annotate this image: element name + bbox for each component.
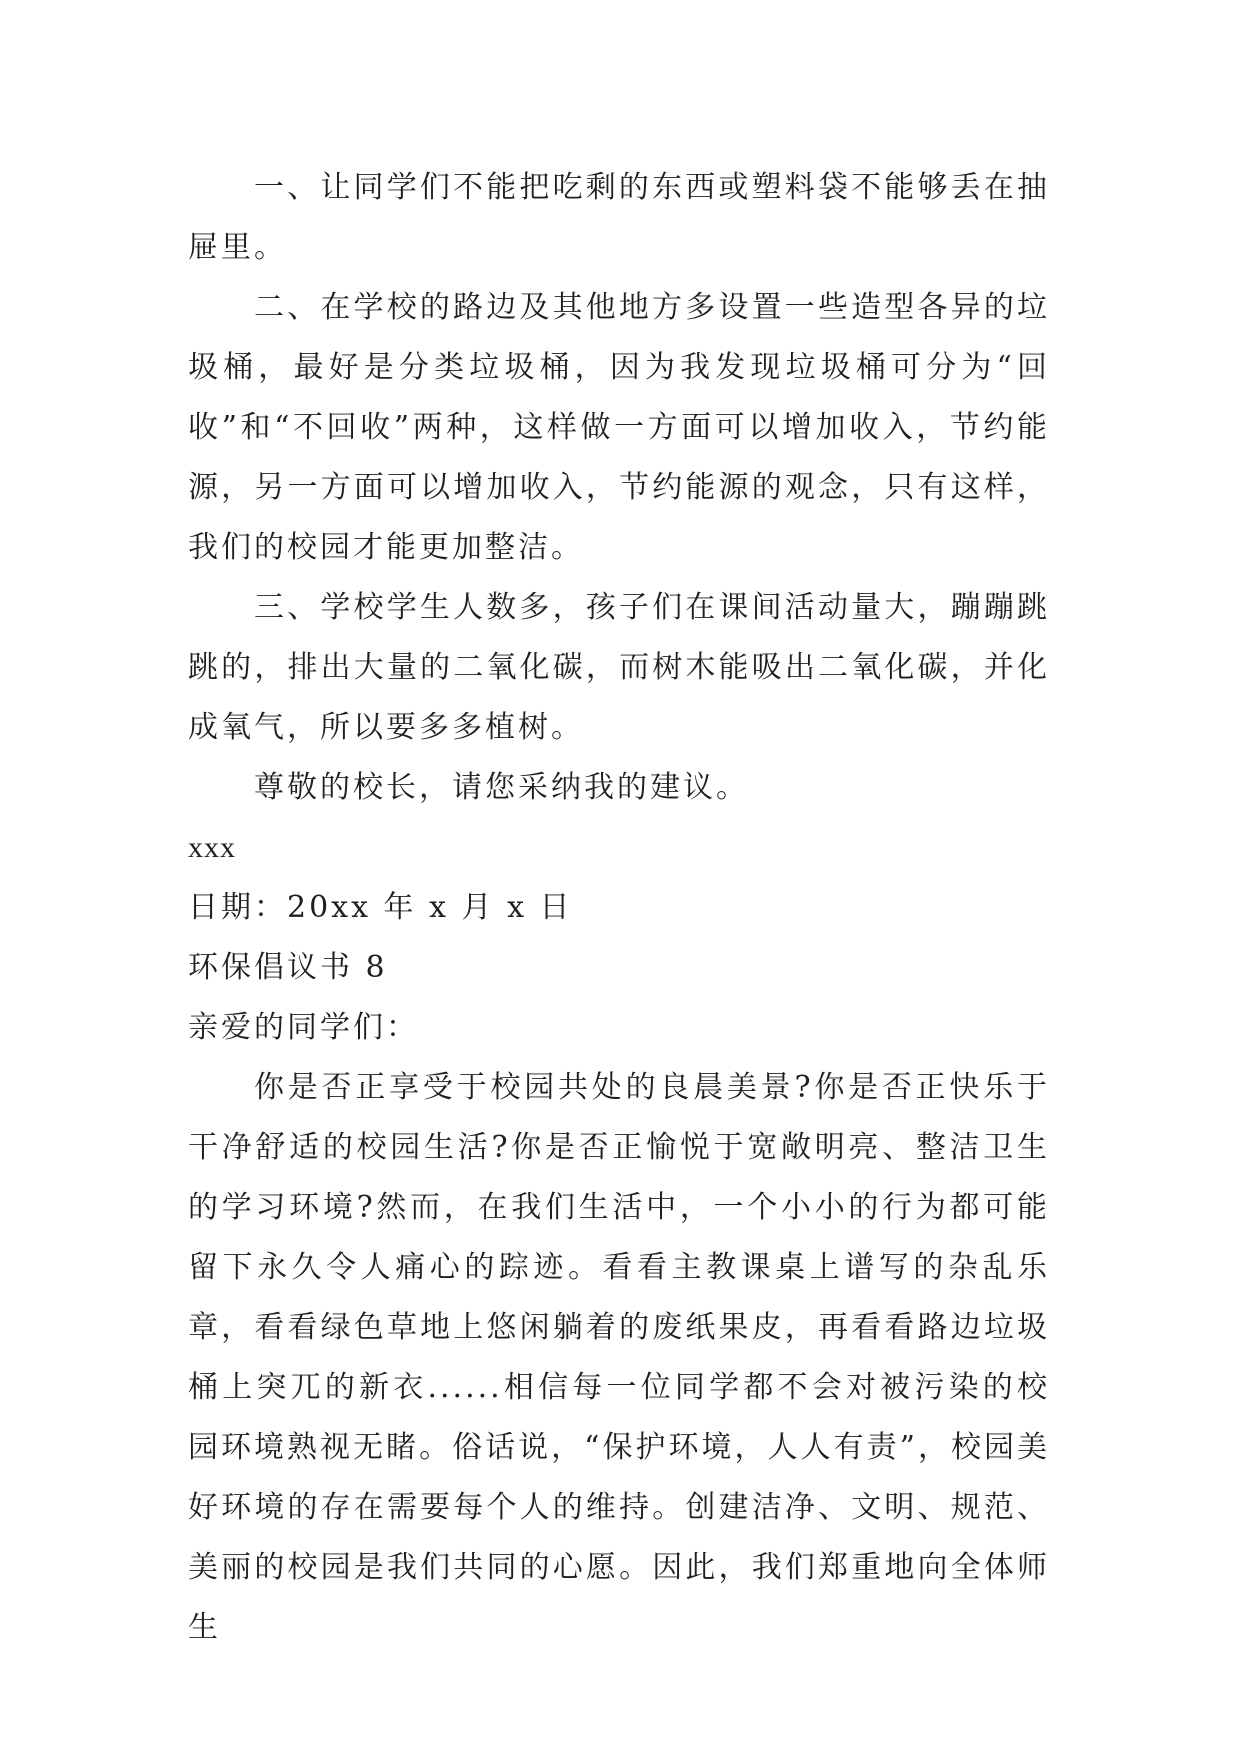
suggestion-paragraph-2: 二、在学校的路边及其他地方多设置一些造型各异的垃圾桶，最好是分类垃圾桶，因为我发现垃圾桶可分为“回收”和“不回收”两种，这样做一方面可以增加收入，节约能源，另一方面可以增加收入，节约能源的观念，只有这样，我们的校园才能更加整洁。 <box>188 290 1050 565</box>
section-title: 环保倡议书 8 <box>188 950 388 985</box>
salutation: 亲爱的同学们： <box>188 1010 419 1045</box>
signature: xxx <box>188 831 236 864</box>
suggestion-paragraph-1: 一、让同学们不能把吃剩的东西或塑料袋不能够丢在抽屉里。 <box>188 170 1050 265</box>
closing-paragraph: 尊敬的校长，请您采纳我的建议。 <box>254 770 749 805</box>
date-line: 日期：20xx 年 x 月 x 日 <box>188 890 573 925</box>
document-body <box>188 158 1050 1658</box>
suggestion-paragraph-3: 三、学校学生人数多，孩子们在课间活动量大，蹦蹦跳跳的，排出大量的二氧化碳，而树木能吸出二氧化碳，并化成氧气，所以要多多植树。 <box>188 590 1050 745</box>
body-paragraph: 你是否正享受于校园共处的良晨美景?你是否正快乐于干净舒适的校园生活?你是否正愉悦于宽敞明亮、整洁卫生的学习环境?然而，在我们生活中，一个小小的行为都可能留下永久令人痛心的踪迹。看看主教课桌上谱写的杂乱乐章，看看绿色草地上悠闲躺着的废纸果皮，再看看路边垃圾桶上突兀的新衣......相信每一位同学都不会对被污染的校园环境熟视无睹。俗话说，“保护环境，人人有责”，校园美好环境的存在需要每个人的维持。创建洁净、文明、规范、美丽的校园是我们共同的心愿。因此，我们郑重地向全体师生 <box>188 1070 1050 1645</box>
